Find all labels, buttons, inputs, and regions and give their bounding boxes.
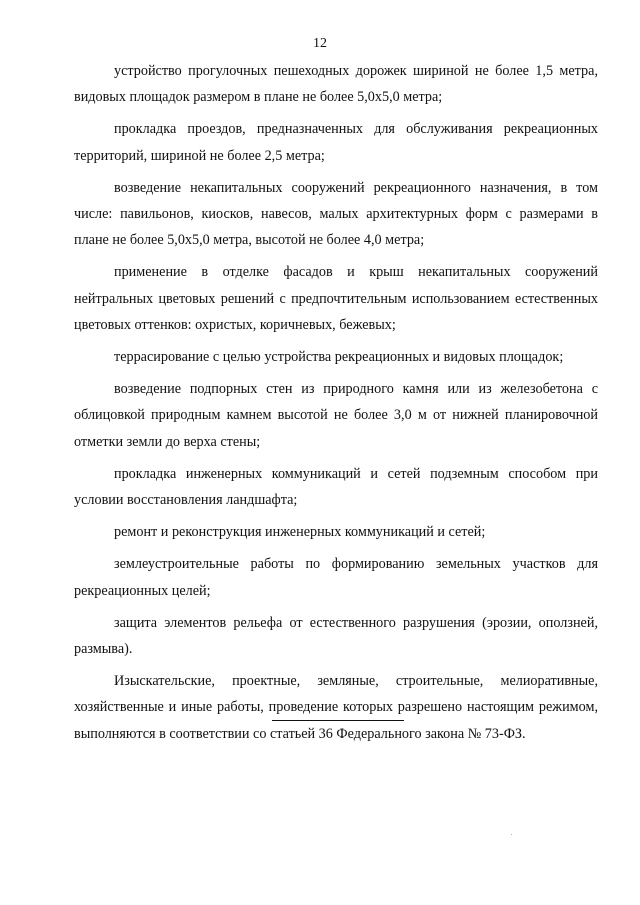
closing-divider-line	[272, 720, 404, 721]
paragraph-land-surveying: землеустроительные работы по формированию земельных участков для рекреационных целей;	[74, 556, 598, 599]
paragraph-permitted-works: Изыскательские, проектные, земляные, строительные, мелиоративные, хозяйственные и иные работы, проведение которых разрешено настоящим режимом, выполняются в соответствии со статьей 36 Федерального закона № 73-ФЗ.	[74, 673, 598, 742]
paragraph-utility-repair: ремонт и реконструкция инженерных коммуникаций и сетей;	[114, 524, 486, 541]
paragraph-temporary-structures: возведение некапитальных сооружений рекреационного назначения, в том числе: павильонов, киосков, навесов, малых архитектурных форм с размерами в плане не более 5,0х5,0 метра, высотой не более 4,0 метра;	[74, 179, 598, 249]
paragraph-terracing: террасирование с целью устройства рекреационных и видовых площадок;	[114, 349, 564, 366]
paragraph-facade-colors: применение в отделке фасадов и крыш некапитальных сооружений нейтральных цветовых решений с предпочтительным использованием естественных цветовых оттенков: охристых, коричневых, бежевых;	[74, 264, 598, 333]
paragraph-retaining-walls: возведение подпорных стен из природного камня или из железобетона с облицовкой природным камнем высотой не более 3,0 м от нижней планировочной отметки земли до верха стены;	[74, 381, 598, 450]
document-body	[74, 58, 598, 753]
paragraph-underground-utilities: прокладка инженерных коммуникаций и сетей подземным способом при условии восстановления ландшафта;	[74, 465, 598, 509]
paragraph-walkways: устройство прогулочных пешеходных дорожек шириной не более 1,5 метра, видовых площадок размером в плане не более 5,0х5,0 метра;	[74, 63, 598, 106]
paragraph-relief-protection: защита элементов рельефа от естественного разрушения (эрозии, оползней, размыва).	[74, 614, 598, 658]
page-number: 12	[313, 36, 327, 51]
paragraph-driveways: прокладка проездов, предназначенных для обслуживания рекреационных территорий, шириной не более 2,5 метра;	[74, 121, 598, 164]
scan-speck	[511, 834, 512, 835]
